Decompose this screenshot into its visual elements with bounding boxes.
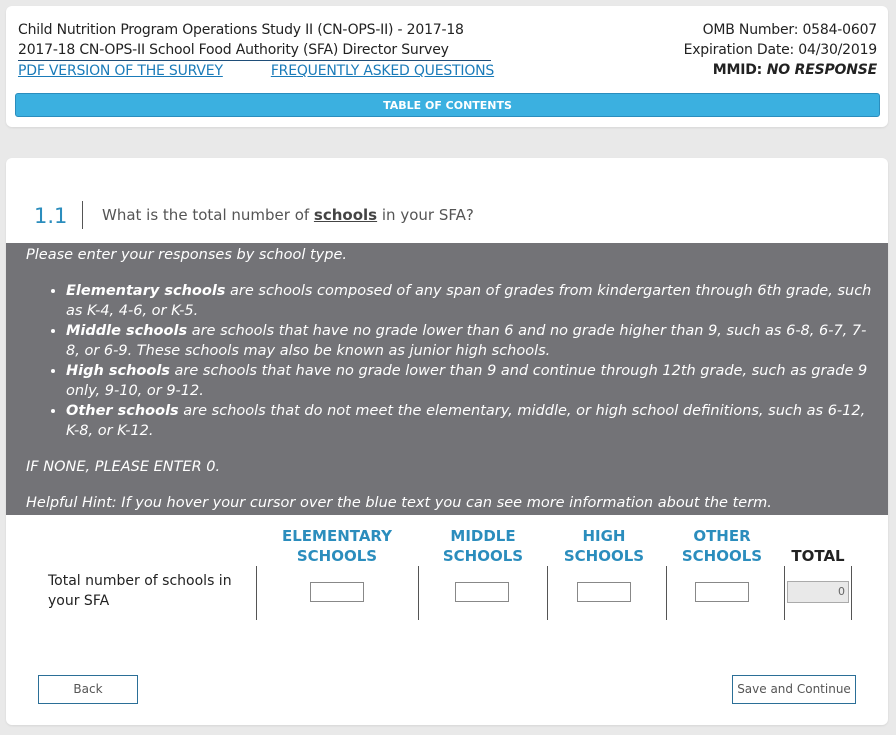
omb-number: OMB Number: 0584-0607 <box>702 22 877 38</box>
question-number: 1.1 <box>34 204 68 228</box>
faq-link[interactable]: FREQUENTLY ASKED QUESTIONS <box>270 63 495 79</box>
term-other: Other schools <box>66 403 179 419</box>
row-label-total-schools: Total number of schools in your SFA <box>48 573 232 609</box>
header-middle-schools[interactable] <box>438 526 528 566</box>
survey-header <box>6 6 888 127</box>
header-line: SCHOOLS <box>442 547 524 565</box>
header-line: OTHER <box>693 527 751 545</box>
header-line: MIDDLE <box>450 527 516 545</box>
term-high: High schools <box>66 363 170 379</box>
high-schools-input[interactable] <box>577 582 631 602</box>
term-middle: Middle schools <box>66 323 188 339</box>
header-links <box>18 61 542 81</box>
definition-text: are schools that have no grade lower than 9 and continue through 12th grade, such as grade 9 only, 9-10, or 9-12. <box>66 363 868 399</box>
definition-high <box>66 361 874 401</box>
table-of-contents-button[interactable]: TABLE OF CONTENTS <box>15 93 880 117</box>
definition-text: are schools that do not meet the elementary, middle, or high school definitions, such as 6-12, K-8, or K-12. <box>66 403 866 439</box>
column-divider <box>851 566 852 620</box>
school-type-definitions <box>26 281 874 441</box>
column-divider <box>256 566 257 620</box>
term-elementary: Elementary schools <box>66 283 226 299</box>
elementary-schools-input[interactable] <box>310 582 364 602</box>
survey-title: 2017-18 CN-OPS-II School Food Authority (SFA) Director Survey <box>18 41 491 61</box>
definition-elementary <box>66 281 874 321</box>
header-left <box>18 20 542 81</box>
column-divider <box>666 566 667 620</box>
mmid-label: MMID: <box>712 62 763 78</box>
instructions-panel <box>6 243 888 515</box>
expiration-date: Expiration Date: 04/30/2019 <box>683 42 877 58</box>
mmid <box>684 60 877 80</box>
save-and-continue-button[interactable]: Save and Continue <box>732 675 856 704</box>
mmid-value: NO RESPONSE <box>766 62 877 78</box>
pdf-version-link[interactable]: PDF VERSION OF THE SURVEY <box>18 63 223 79</box>
definition-text: are schools that have no grade lower than 6 and no grade higher than 9, such as 6-8, 6-7, 7-8, or 6-9. These schools may also be known as junior high schools. <box>66 323 867 359</box>
header-right <box>684 20 877 80</box>
column-divider <box>784 566 785 620</box>
header-high-schools[interactable] <box>560 526 648 566</box>
middle-schools-input[interactable] <box>455 582 509 602</box>
header-line: ELEMENTARY <box>281 527 393 545</box>
question-text-after: in your SFA? <box>377 206 474 224</box>
header-other-schools[interactable] <box>678 526 766 566</box>
other-schools-input[interactable] <box>695 582 749 602</box>
header-line: HIGH <box>582 527 626 545</box>
header-line: SCHOOLS <box>563 547 645 565</box>
header-elementary-schools[interactable] <box>280 526 394 566</box>
question-text <box>102 206 474 224</box>
column-divider <box>418 566 419 620</box>
definition-other <box>66 401 874 441</box>
question-divider <box>82 201 83 229</box>
header-line: SCHOOLS <box>296 547 378 565</box>
column-divider <box>547 566 548 620</box>
definition-middle <box>66 321 874 361</box>
study-title: Child Nutrition Program Operations Study II (CN-OPS-II) - 2017-18 <box>18 22 464 38</box>
schools-term[interactable]: schools <box>313 206 378 224</box>
definition-text: are schools composed of any span of grades from kindergarten through 6th grade, such as K-4, 4-6, or K-5. <box>66 283 872 319</box>
helpful-hint: Helpful Hint: If you hover your cursor over the blue text you can see more information about the term. <box>26 495 772 511</box>
header-line: SCHOOLS <box>681 547 763 565</box>
total-schools-value: 0 <box>787 581 849 603</box>
none-note: IF NONE, PLEASE ENTER 0. <box>26 459 221 475</box>
question-text-before: What is the total number of <box>102 206 314 224</box>
question-card <box>6 158 888 725</box>
header-total: TOTAL <box>791 547 845 565</box>
instructions-intro: Please enter your responses by school type. <box>26 247 347 263</box>
back-button[interactable]: Back <box>38 675 138 704</box>
